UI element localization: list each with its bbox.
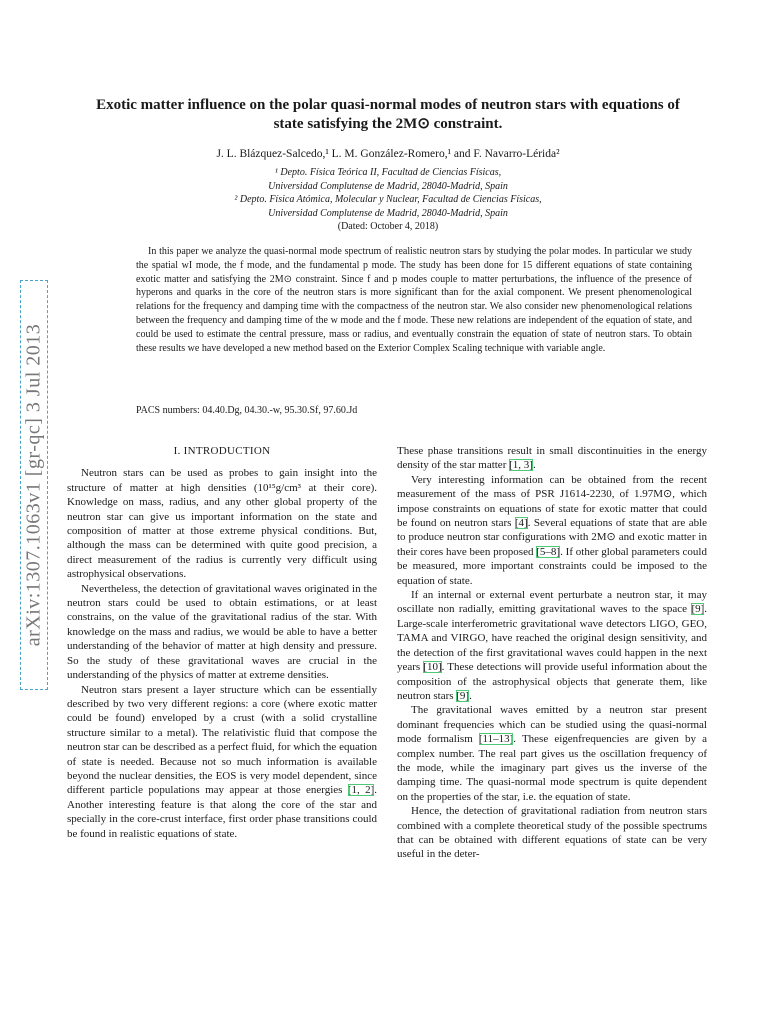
text-run: . These eigenfrequencies are given by a complex number. The real part gives us the oscillation frequency of the mode, while the imaginary part gives us the inverse of the damping time. The quasi-normal mode spectrum is quite dependent on the properties of the star, i.e. the equation of state.	[397, 733, 708, 803]
citation-link[interactable]: [11–13]	[478, 733, 514, 746]
affiliation-line: Universidad Complutense de Madrid, 28040-Madrid, Spain	[268, 207, 508, 219]
paragraph: Neutron stars can be used as probes to gain insight into the structure of matter at high densities (10¹⁵g/cm³ at their core). Knowledge on mass, radius, and any other global property of the neutron star can give us important information on the state and composition of matter at those extreme physical conditions. But, although the mass can be determined with quite good precision, a direct measurement of the radius is currently very difficult using astrophysical observations.	[67, 467, 377, 581]
arxiv-sidebar	[20, 280, 48, 690]
citation-link[interactable]: [9]	[691, 603, 705, 616]
pacs-numbers: PACS numbers: 04.40.Dg, 04.30.-w, 95.30.Sf, 97.60.Jd	[136, 405, 358, 416]
text-run: These phase transitions result in small discontinuities in the energy density of the star matter	[397, 445, 707, 472]
text-run: . These detections will provide useful information about the composition of the astrophysical objects that generate them, like neutron stars	[397, 661, 707, 702]
paragraph	[397, 473, 707, 588]
paragraph	[397, 703, 707, 804]
text-run: .	[469, 689, 472, 702]
text-run: If an internal or external event perturbate a neutron star, it may oscillate non radially, emitting gravitational waves to the space	[397, 589, 707, 616]
paragraph	[67, 683, 377, 841]
text-run: . Several equations of state that are able to produce neutron star configurations with 2M⊙ and exotic matter in their cores have been proposed	[397, 517, 708, 558]
text-run: . If other global parameters could be measured, more important constraints could be imposed to the equation of state.	[397, 545, 707, 587]
paper-title: Exotic matter influence on the polar quasi-normal modes of neutron stars with equations of state satisfying the 2M⊙ constraint.	[96, 97, 680, 132]
section-heading: I. INTRODUCTION	[173, 445, 271, 457]
arxiv-identifier: arXiv:1307.1063v1 [gr-qc] 3 Jul 2013	[22, 323, 45, 647]
citation-link[interactable]: [9]	[456, 689, 470, 702]
citation-link[interactable]: [1, 3]	[509, 459, 533, 472]
paragraph	[397, 588, 707, 703]
text-run: Neutron stars present a layer structure which can be essentially described by two very different regions: a core (where exotic matter could be found) enveloped by a crust (with a solid crystalline structure similar to a metal). The relativistic fluid that compose the neutron star can be described as a perfect fluid, for which the equation of state is needed. Because not so much information is available beyond the nuclear densities, the EOS is very model dependent, since different particle populations may appear at those energies	[67, 683, 377, 797]
text-run: . Another interesting feature is that along the core of the star and specially in the core-crust interface, first order phase transitions could be found in realistic equations of state.	[67, 784, 377, 840]
text-run: . Large-scale interferometric gravitational wave detectors LIGO, GEO, TAMA and VIRGO, have reached the original design sensitivity, and the detection of the first gravitational waves could happen in the next years	[397, 603, 708, 674]
date-line: (Dated: October 4, 2018)	[337, 221, 439, 232]
text-run: .	[532, 459, 536, 472]
citation-link[interactable]: [5–8]	[536, 545, 561, 558]
paragraph: Nevertheless, the detection of gravitational waves originated in the neutron stars could be used to obtain estimations, or at least constrains, on the value of the gravitational radius of the star. With knowledge on the mass and radius, we would be able to have a better understanding of the behavior of matter at high density and pressure. So the study of these gravitational waves are crucial in the understanding of the physics of matter at extreme densities.	[67, 582, 377, 682]
right-column	[397, 444, 707, 862]
paragraph: Hence, the detection of gravitational radiation from neutron stars combined with a complete theoretical study of the possible spectrums that can be obtained with different equations of state can be very useful in the deter-	[397, 805, 707, 861]
text-run: Very interesting information can be obtained from the recent measurement of the mass of PSR J1614-2230, of 1.97M⊙, which impose constraints on equations of state for exotic matter that could be found on neutron stars	[397, 473, 707, 530]
affiliation-line: ² Depto. Física Atómica, Molecular y Nuclear, Facultad de Ciencias Físicas,	[234, 194, 542, 205]
left-column	[67, 444, 377, 841]
affiliations	[80, 166, 696, 234]
citation-link[interactable]: [1, 2]	[347, 784, 375, 797]
author-list: J. L. Blázquez-Salcedo,¹ L. M. González-Romero,¹ and F. Navarro-Lérida²	[216, 148, 560, 160]
citation-link[interactable]: [10]	[423, 661, 442, 674]
affiliation-line: ¹ Depto. Física Teórica II, Facultad de Ciencias Físicas,	[274, 167, 502, 178]
affiliation-line: Universidad Complutense de Madrid, 28040-Madrid, Spain	[268, 180, 508, 192]
abstract: In this paper we analyze the quasi-normal mode spectrum of realistic neutron stars by studying the polar modes. In particular we study the spatial wI mode, the f mode, and the fundamental p mode. The study has been done for 15 different equations of state containing exotic matter and satisfying the 2M⊙ constraint. Since f and p modes couple to matter perturbations, the influence of the presence of hyperons and quarks in the core of the neutron stars is more significant than for the axial component. We present phenomenological relations for the frequency and damping time with the compactness of the neutron star. We also consider new phenomenological relations between the frequency and damping time of the w mode and the f mode. These new relations are independent of the equation of state, and could be used to estimate the central pressure, mass or radius, and eventually constrain the equation of state of neutron stars. To obtain these results we have developed a new method based on the Exterior Complex Scaling technique with variable angle.	[136, 246, 692, 354]
text-run: The gravitational waves emitted by a neutron star present dominant frequencies which can be studied using the quasi-normal mode formalism	[397, 704, 707, 746]
citation-link[interactable]: [4]	[514, 517, 528, 530]
paragraph	[397, 444, 707, 473]
